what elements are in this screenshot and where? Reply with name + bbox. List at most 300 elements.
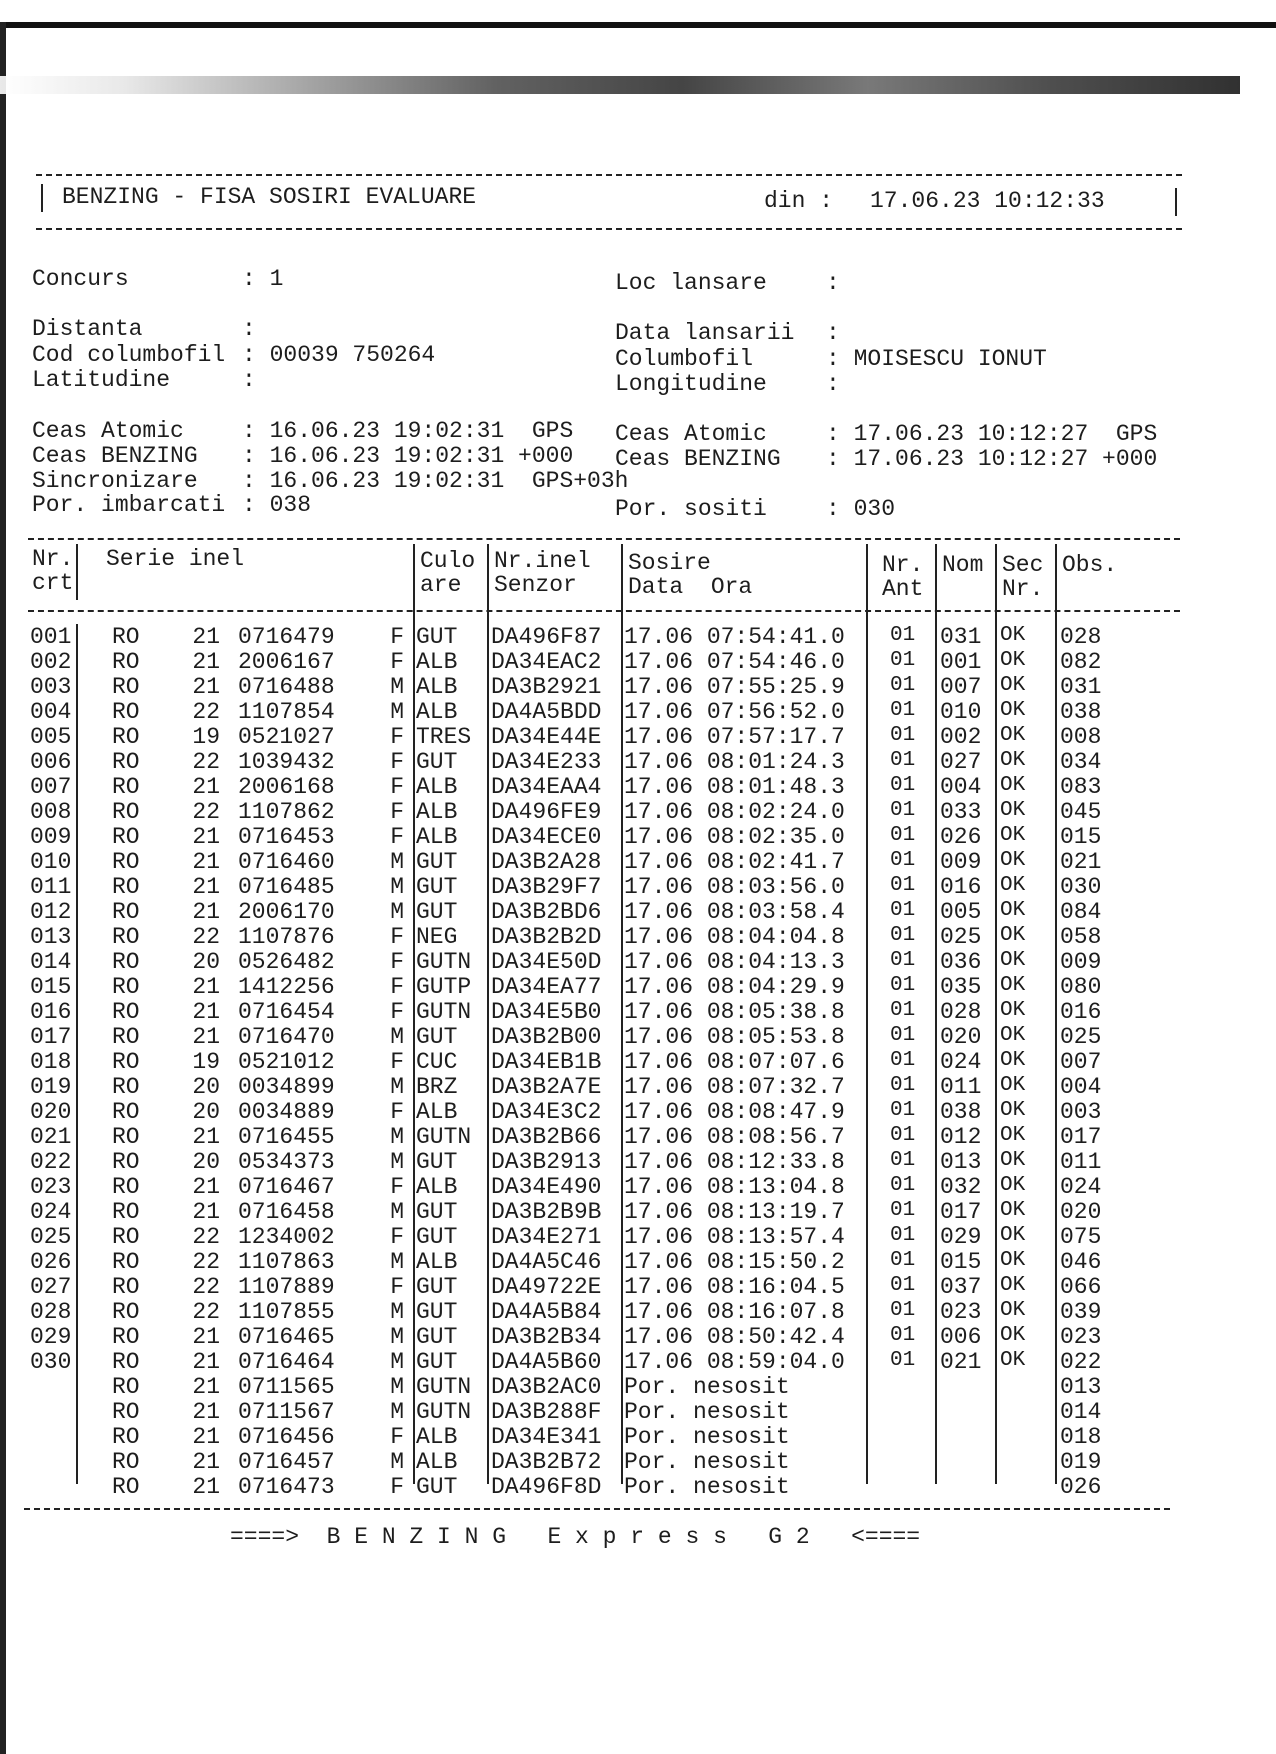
row-sec: OK bbox=[1000, 849, 1026, 872]
row-tara: RO bbox=[112, 924, 140, 950]
row-crt: 008 bbox=[30, 799, 72, 825]
columbofil-value: : MOISESCU IONUT bbox=[826, 346, 1047, 372]
row-crt: 018 bbox=[30, 1049, 72, 1075]
row-sosire: 17.06 08:50:42.4 bbox=[624, 1324, 845, 1350]
row-ring: 0716485 bbox=[238, 874, 335, 900]
row-crt: 016 bbox=[30, 999, 72, 1025]
row-obs: 045 bbox=[1060, 799, 1102, 825]
row-senzor: DA34E341 bbox=[491, 1424, 602, 1450]
sincronizare-value: : 16.06.23 19:02:31 GPS+03h bbox=[242, 468, 629, 494]
row-culoare: GUTN bbox=[416, 999, 472, 1025]
row-senzor: DA34E490 bbox=[491, 1174, 602, 1200]
longitudine-label: Longitudine bbox=[615, 371, 767, 397]
row-crt: 029 bbox=[30, 1324, 72, 1350]
row-crt: 022 bbox=[30, 1149, 72, 1175]
row-sex: M bbox=[390, 1399, 404, 1425]
row-sosire: 17.06 08:03:58.4 bbox=[624, 899, 845, 925]
row-sex: M bbox=[390, 1349, 404, 1375]
row-ant: 01 bbox=[890, 674, 916, 697]
row-sec: OK bbox=[1000, 699, 1026, 722]
row-sex: F bbox=[390, 1174, 404, 1200]
header-top-rule bbox=[36, 174, 1182, 176]
row-sec: OK bbox=[1000, 824, 1026, 847]
row-sex: F bbox=[390, 774, 404, 800]
row-sex: F bbox=[390, 1474, 404, 1500]
row-an: 20 bbox=[192, 949, 220, 975]
row-ant: 01 bbox=[890, 1349, 916, 1372]
row-an: 21 bbox=[192, 624, 220, 650]
row-an: 21 bbox=[192, 899, 220, 925]
row-ring: 0716458 bbox=[238, 1199, 335, 1225]
row-sosire: 17.06 07:57:17.7 bbox=[624, 724, 845, 750]
row-culoare: GUTP bbox=[416, 974, 472, 1000]
row-ant: 01 bbox=[890, 724, 916, 747]
row-obs: 022 bbox=[1060, 1349, 1102, 1375]
row-ring: 0716456 bbox=[238, 1424, 335, 1450]
row-sosire: 17.06 08:01:24.3 bbox=[624, 749, 845, 775]
row-sex: M bbox=[390, 1149, 404, 1175]
row-tara: RO bbox=[112, 724, 140, 750]
row-culoare: TRES bbox=[416, 724, 472, 750]
row-culoare: GUT bbox=[416, 1149, 458, 1175]
row-ring: 0716470 bbox=[238, 1024, 335, 1050]
table-header-rule bbox=[28, 610, 1180, 612]
ceas-benzing-label: Ceas BENZING bbox=[32, 443, 198, 469]
row-senzor: DA4A5C46 bbox=[491, 1249, 602, 1275]
row-sex: F bbox=[390, 949, 404, 975]
scan-edge-top bbox=[0, 22, 1276, 28]
row-obs: 018 bbox=[1060, 1424, 1102, 1450]
row-sex: F bbox=[390, 1049, 404, 1075]
col-header-culoare-1: Culo bbox=[420, 548, 476, 574]
row-crt: 009 bbox=[30, 824, 72, 850]
row-senzor: DA3B2921 bbox=[491, 674, 602, 700]
row-crt: 020 bbox=[30, 1099, 72, 1125]
col-header-nr-ant-2: Ant bbox=[882, 576, 924, 602]
row-culoare: GUT bbox=[416, 1324, 458, 1350]
row-tara: RO bbox=[112, 1274, 140, 1300]
scanner-smear bbox=[0, 76, 1240, 94]
longitudine-value: : bbox=[826, 371, 840, 397]
scan-edge-left bbox=[0, 22, 6, 1754]
cod-columbofil-value: : 00039 750264 bbox=[242, 342, 436, 368]
row-ring: 0716457 bbox=[238, 1449, 335, 1475]
row-sosire: 17.06 08:03:56.0 bbox=[624, 874, 845, 900]
row-culoare: GUTN bbox=[416, 1399, 472, 1425]
row-sec: OK bbox=[1000, 1174, 1026, 1197]
row-an: 19 bbox=[192, 724, 220, 750]
row-ant: 01 bbox=[890, 1174, 916, 1197]
row-nom: 038 bbox=[940, 1099, 982, 1125]
row-tara: RO bbox=[112, 624, 140, 650]
row-sex: M bbox=[390, 1324, 404, 1350]
row-ring: 0716454 bbox=[238, 999, 335, 1025]
row-an: 20 bbox=[192, 1074, 220, 1100]
col-header-nom: Nom bbox=[942, 552, 984, 578]
imbarcati-value: : 038 bbox=[242, 492, 312, 518]
col-header-culoare-2: are bbox=[420, 572, 462, 598]
row-sex: M bbox=[390, 1024, 404, 1050]
row-ring: 0716479 bbox=[238, 624, 335, 650]
row-an: 21 bbox=[192, 649, 220, 675]
row-sex: M bbox=[390, 699, 404, 725]
row-tara: RO bbox=[112, 1349, 140, 1375]
row-an: 20 bbox=[192, 1099, 220, 1125]
row-senzor: DA3B2BD6 bbox=[491, 899, 602, 925]
row-obs: 007 bbox=[1060, 1049, 1102, 1075]
row-an: 21 bbox=[192, 1124, 220, 1150]
row-ant: 01 bbox=[890, 749, 916, 772]
col-header-sosire-1: Sosire bbox=[628, 550, 711, 576]
row-sosire: 17.06 08:05:53.8 bbox=[624, 1024, 845, 1050]
row-culoare: GUT bbox=[416, 874, 458, 900]
col-sep-crt-header bbox=[76, 544, 78, 600]
row-sec: OK bbox=[1000, 749, 1026, 772]
row-ring: 2006168 bbox=[238, 774, 335, 800]
row-ant: 01 bbox=[890, 1074, 916, 1097]
row-sosire: 17.06 08:12:33.8 bbox=[624, 1149, 845, 1175]
row-an: 21 bbox=[192, 774, 220, 800]
row-senzor: DA3B2AC0 bbox=[491, 1374, 602, 1400]
row-ant: 01 bbox=[890, 1299, 916, 1322]
row-senzor: DA34E271 bbox=[491, 1224, 602, 1250]
row-nom: 032 bbox=[940, 1174, 982, 1200]
row-ring: 0521012 bbox=[238, 1049, 335, 1075]
row-sosire: 17.06 08:16:07.8 bbox=[624, 1299, 845, 1325]
row-sex: M bbox=[390, 674, 404, 700]
row-sosire: 17.06 07:54:41.0 bbox=[624, 624, 845, 650]
row-sosire: 17.06 08:02:24.0 bbox=[624, 799, 845, 825]
row-culoare: BRZ bbox=[416, 1074, 458, 1100]
row-nom: 023 bbox=[940, 1299, 982, 1325]
row-nom: 028 bbox=[940, 999, 982, 1025]
row-tara: RO bbox=[112, 1474, 140, 1500]
data-lansarii-value: : bbox=[826, 320, 840, 346]
row-culoare: ALB bbox=[416, 799, 458, 825]
row-an: 21 bbox=[192, 1374, 220, 1400]
row-ant: 01 bbox=[890, 649, 916, 672]
row-tara: RO bbox=[112, 799, 140, 825]
row-ant: 01 bbox=[890, 1024, 916, 1047]
row-nom: 024 bbox=[940, 1049, 982, 1075]
row-sex: F bbox=[390, 624, 404, 650]
row-tara: RO bbox=[112, 674, 140, 700]
row-sosire: Por. nesosit bbox=[624, 1374, 790, 1400]
row-senzor: DA3B2B9B bbox=[491, 1199, 602, 1225]
row-sosire: 17.06 08:01:48.3 bbox=[624, 774, 845, 800]
row-obs: 013 bbox=[1060, 1374, 1102, 1400]
row-tara: RO bbox=[112, 999, 140, 1025]
row-sex: F bbox=[390, 924, 404, 950]
row-sec: OK bbox=[1000, 1099, 1026, 1122]
row-an: 22 bbox=[192, 1249, 220, 1275]
row-nom: 026 bbox=[940, 824, 982, 850]
row-sec: OK bbox=[1000, 774, 1026, 797]
row-ant: 01 bbox=[890, 699, 916, 722]
row-crt: 015 bbox=[30, 974, 72, 1000]
row-culoare: GUTN bbox=[416, 1124, 472, 1150]
sositi-label: Por. sositi bbox=[615, 496, 767, 522]
loc-lansare-value: : bbox=[826, 270, 840, 296]
row-culoare: GUT bbox=[416, 624, 458, 650]
row-obs: 026 bbox=[1060, 1474, 1102, 1500]
row-sec: OK bbox=[1000, 1324, 1026, 1347]
col-header-nr-inel-2: Senzor bbox=[494, 572, 577, 598]
row-tara: RO bbox=[112, 1049, 140, 1075]
row-sex: F bbox=[390, 1099, 404, 1125]
ceas-atomic-end-label: Ceas Atomic bbox=[615, 421, 767, 447]
row-obs: 031 bbox=[1060, 674, 1102, 700]
row-crt: 019 bbox=[30, 1074, 72, 1100]
row-an: 21 bbox=[192, 1424, 220, 1450]
row-sec: OK bbox=[1000, 674, 1026, 697]
header-right-bar bbox=[1175, 188, 1177, 216]
row-senzor: DA34E50D bbox=[491, 949, 602, 975]
row-sex: M bbox=[390, 1249, 404, 1275]
row-ring: 1412256 bbox=[238, 974, 335, 1000]
row-an: 21 bbox=[192, 1349, 220, 1375]
row-ant: 01 bbox=[890, 949, 916, 972]
row-ring: 2006167 bbox=[238, 649, 335, 675]
row-ant: 01 bbox=[890, 874, 916, 897]
col-sep-serie bbox=[413, 544, 415, 1484]
row-sex: M bbox=[390, 849, 404, 875]
row-nom: 033 bbox=[940, 799, 982, 825]
row-sex: M bbox=[390, 1124, 404, 1150]
row-crt: 002 bbox=[30, 649, 72, 675]
row-ring: 0716464 bbox=[238, 1349, 335, 1375]
row-obs: 019 bbox=[1060, 1449, 1102, 1475]
row-sec: OK bbox=[1000, 1349, 1026, 1372]
report-title: BENZING - FISA SOSIRI EVALUARE bbox=[62, 184, 477, 210]
row-tara: RO bbox=[112, 1074, 140, 1100]
row-sosire: 17.06 08:16:04.5 bbox=[624, 1274, 845, 1300]
row-culoare: GUT bbox=[416, 1199, 458, 1225]
row-sec: OK bbox=[1000, 1199, 1026, 1222]
footer-brand: ====> B E N Z I N G E x p r e s s G 2 <==== bbox=[230, 1524, 921, 1550]
row-nom: 027 bbox=[940, 749, 982, 775]
row-obs: 021 bbox=[1060, 849, 1102, 875]
row-tara: RO bbox=[112, 774, 140, 800]
row-sosire: 17.06 08:05:38.8 bbox=[624, 999, 845, 1025]
concurs-label: Concurs bbox=[32, 266, 129, 292]
row-obs: 066 bbox=[1060, 1274, 1102, 1300]
row-nom: 012 bbox=[940, 1124, 982, 1150]
row-sec: OK bbox=[1000, 649, 1026, 672]
col-header-nr-inel-1: Nr.inel bbox=[494, 548, 591, 574]
row-sosire: 17.06 08:59:04.0 bbox=[624, 1349, 845, 1375]
row-obs: 046 bbox=[1060, 1249, 1102, 1275]
row-sosire: 17.06 08:02:35.0 bbox=[624, 824, 845, 850]
row-senzor: DA34E3C2 bbox=[491, 1099, 602, 1125]
col-sep-senzor bbox=[621, 544, 623, 1484]
row-ring: 1234002 bbox=[238, 1224, 335, 1250]
row-ring: 1107862 bbox=[238, 799, 335, 825]
row-sec: OK bbox=[1000, 799, 1026, 822]
row-senzor: DA3B2B66 bbox=[491, 1124, 602, 1150]
row-ant: 01 bbox=[890, 899, 916, 922]
table-bottom-rule bbox=[24, 1508, 1170, 1510]
row-sosire: 17.06 08:13:04.8 bbox=[624, 1174, 845, 1200]
row-senzor: DA3B29F7 bbox=[491, 874, 602, 900]
row-an: 19 bbox=[192, 1049, 220, 1075]
row-sosire: 17.06 08:04:04.8 bbox=[624, 924, 845, 950]
row-ring: 0716488 bbox=[238, 674, 335, 700]
row-culoare: GUT bbox=[416, 899, 458, 925]
row-ant: 01 bbox=[890, 999, 916, 1022]
row-culoare: ALB bbox=[416, 1174, 458, 1200]
row-obs: 034 bbox=[1060, 749, 1102, 775]
row-obs: 084 bbox=[1060, 899, 1102, 925]
row-culoare: ALB bbox=[416, 774, 458, 800]
row-sec: OK bbox=[1000, 724, 1026, 747]
col-sep-crt bbox=[76, 624, 78, 1484]
row-crt: 011 bbox=[30, 874, 72, 900]
row-nom: 035 bbox=[940, 974, 982, 1000]
row-sec: OK bbox=[1000, 974, 1026, 997]
row-ant: 01 bbox=[890, 1249, 916, 1272]
row-obs: 003 bbox=[1060, 1099, 1102, 1125]
ceas-atomic-end: : 17.06.23 10:12:27 GPS bbox=[826, 421, 1158, 447]
row-senzor: DA496F8D bbox=[491, 1474, 602, 1500]
row-nom: 036 bbox=[940, 949, 982, 975]
row-culoare: ALB bbox=[416, 1449, 458, 1475]
row-an: 21 bbox=[192, 874, 220, 900]
row-obs: 083 bbox=[1060, 774, 1102, 800]
row-tara: RO bbox=[112, 1399, 140, 1425]
row-tara: RO bbox=[112, 1174, 140, 1200]
row-senzor: DA34E5B0 bbox=[491, 999, 602, 1025]
row-obs: 015 bbox=[1060, 824, 1102, 850]
row-an: 21 bbox=[192, 849, 220, 875]
row-an: 20 bbox=[192, 1149, 220, 1175]
row-sex: F bbox=[390, 649, 404, 675]
row-tara: RO bbox=[112, 899, 140, 925]
row-sosire: 17.06 08:08:56.7 bbox=[624, 1124, 845, 1150]
col-header-nr-crt-1: Nr. bbox=[32, 546, 74, 572]
row-obs: 009 bbox=[1060, 949, 1102, 975]
cod-columbofil-label: Cod columbofil bbox=[32, 342, 226, 368]
row-obs: 038 bbox=[1060, 699, 1102, 725]
row-ring: 0526482 bbox=[238, 949, 335, 975]
row-an: 21 bbox=[192, 1174, 220, 1200]
din-label: din : bbox=[764, 188, 834, 214]
row-culoare: GUT bbox=[416, 1274, 458, 1300]
row-sec: OK bbox=[1000, 924, 1026, 947]
row-obs: 024 bbox=[1060, 1174, 1102, 1200]
col-sep-sosire bbox=[866, 544, 868, 1484]
row-ring: 0711567 bbox=[238, 1399, 335, 1425]
row-an: 21 bbox=[192, 974, 220, 1000]
row-an: 21 bbox=[192, 1449, 220, 1475]
col-header-sosire-2: Data Ora bbox=[628, 574, 753, 600]
row-nom: 007 bbox=[940, 674, 982, 700]
row-ring: 0716473 bbox=[238, 1474, 335, 1500]
distanta-value: : bbox=[242, 316, 256, 342]
row-ant: 01 bbox=[890, 974, 916, 997]
row-sex: M bbox=[390, 874, 404, 900]
row-ant: 01 bbox=[890, 1049, 916, 1072]
row-ant: 01 bbox=[890, 1324, 916, 1347]
row-crt: 010 bbox=[30, 849, 72, 875]
sincronizare-label: Sincronizare bbox=[32, 468, 198, 494]
row-obs: 080 bbox=[1060, 974, 1102, 1000]
row-nom: 021 bbox=[940, 1349, 982, 1375]
row-ant: 01 bbox=[890, 849, 916, 872]
row-sex: F bbox=[390, 1274, 404, 1300]
row-sec: OK bbox=[1000, 899, 1026, 922]
row-culoare: ALB bbox=[416, 1424, 458, 1450]
row-obs: 016 bbox=[1060, 999, 1102, 1025]
row-an: 22 bbox=[192, 1274, 220, 1300]
ceas-benzing-end-label: Ceas BENZING bbox=[615, 446, 781, 472]
row-crt: 005 bbox=[30, 724, 72, 750]
row-crt: 023 bbox=[30, 1174, 72, 1200]
row-sec: OK bbox=[1000, 1124, 1026, 1147]
imbarcati-label: Por. imbarcati bbox=[32, 492, 226, 518]
row-nom: 009 bbox=[940, 849, 982, 875]
row-ant: 01 bbox=[890, 1274, 916, 1297]
row-culoare: GUT bbox=[416, 749, 458, 775]
row-an: 21 bbox=[192, 1399, 220, 1425]
row-senzor: DA34ECE0 bbox=[491, 824, 602, 850]
row-nom: 015 bbox=[940, 1249, 982, 1275]
row-nom: 005 bbox=[940, 899, 982, 925]
row-ring: 0534373 bbox=[238, 1149, 335, 1175]
latitudine-value: : bbox=[242, 367, 256, 393]
row-nom: 013 bbox=[940, 1149, 982, 1175]
columbofil-label: Columbofil bbox=[615, 346, 754, 372]
row-obs: 025 bbox=[1060, 1024, 1102, 1050]
row-crt: 001 bbox=[30, 624, 72, 650]
row-sec: OK bbox=[1000, 1149, 1026, 1172]
row-culoare: GUT bbox=[416, 1474, 458, 1500]
row-culoare: GUT bbox=[416, 1349, 458, 1375]
row-nom: 002 bbox=[940, 724, 982, 750]
row-sosire: 17.06 08:02:41.7 bbox=[624, 849, 845, 875]
row-ring: 0716467 bbox=[238, 1174, 335, 1200]
row-senzor: DA3B2A28 bbox=[491, 849, 602, 875]
row-sex: M bbox=[390, 1449, 404, 1475]
col-sep-sec bbox=[1055, 544, 1057, 1484]
row-an: 21 bbox=[192, 1199, 220, 1225]
row-ring: 0034889 bbox=[238, 1099, 335, 1125]
row-tara: RO bbox=[112, 749, 140, 775]
row-sosire: 17.06 08:13:19.7 bbox=[624, 1199, 845, 1225]
row-crt: 014 bbox=[30, 949, 72, 975]
row-sex: M bbox=[390, 1199, 404, 1225]
row-tara: RO bbox=[112, 1299, 140, 1325]
row-nom: 031 bbox=[940, 624, 982, 650]
row-ring: 0716465 bbox=[238, 1324, 335, 1350]
row-ant: 01 bbox=[890, 1099, 916, 1122]
row-an: 22 bbox=[192, 1224, 220, 1250]
row-nom: 020 bbox=[940, 1024, 982, 1050]
row-sosire: 17.06 08:15:50.2 bbox=[624, 1249, 845, 1275]
row-nom: 029 bbox=[940, 1224, 982, 1250]
row-culoare: ALB bbox=[416, 1249, 458, 1275]
row-obs: 017 bbox=[1060, 1124, 1102, 1150]
row-ring: 1107855 bbox=[238, 1299, 335, 1325]
row-obs: 028 bbox=[1060, 624, 1102, 650]
row-senzor: DA496FE9 bbox=[491, 799, 602, 825]
row-ring: 1107876 bbox=[238, 924, 335, 950]
row-nom: 037 bbox=[940, 1274, 982, 1300]
row-senzor: DA34EAC2 bbox=[491, 649, 602, 675]
row-senzor: DA3B2B34 bbox=[491, 1324, 602, 1350]
row-tara: RO bbox=[112, 974, 140, 1000]
row-an: 22 bbox=[192, 1299, 220, 1325]
